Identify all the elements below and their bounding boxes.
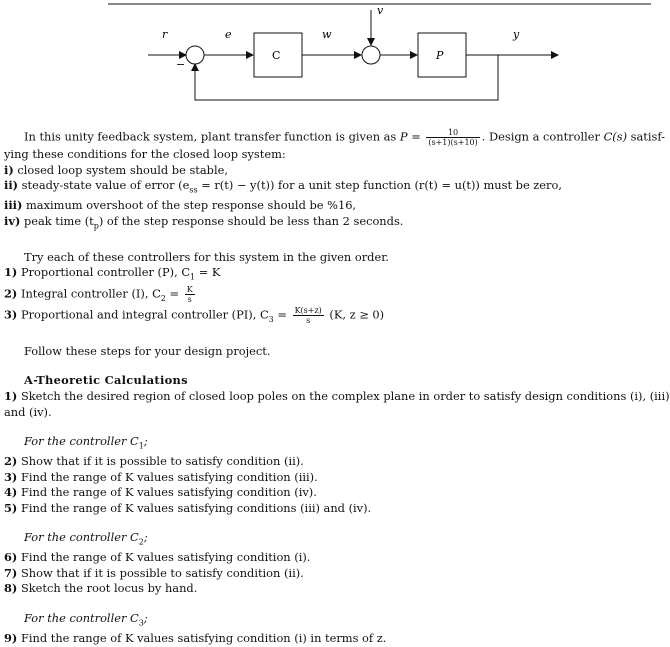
summing-junction-1 [186,46,204,64]
step-text: Find the range of K values satisfying conditions (iii) and (iv). [17,500,372,515]
condition-num: iv) [4,213,21,228]
step-num: 8) [4,581,18,596]
controller-3 [4,306,654,327]
step-text: Sketch the root locus by hand. [17,581,198,596]
step-text: Sketch the desired region of closed loop poles on the complex plane in order to satisfy design conditions (i), (iii) [17,388,670,403]
group-label: For the controller C [24,530,139,545]
group-colon: ; [143,530,148,545]
fraction-numerator: K(s+z) [294,306,322,316]
step-text: Find the range of K values satisfying condition (i) in terms of z. [17,630,387,645]
step-num: 7) [4,565,18,580]
step-2 [4,454,654,470]
group-colon: ; [143,434,148,449]
plant-transfer-fraction [426,128,479,147]
intro-line-1 [4,128,665,147]
block-diagram [0,0,657,112]
condition-text: maximum overshoot of the step response should be %16, [22,198,357,213]
controller-text-2: = [165,286,183,301]
step-num: 2) [4,454,18,468]
subscript: 2 [160,293,166,303]
step-num: 4) [4,485,18,500]
subscript: 1 [190,272,196,282]
condition-text: steady-state value of error (e [18,178,190,193]
controller-num: 3) [4,307,18,322]
fraction-numerator: K [186,285,193,294]
condition-1 [4,163,654,179]
intro-line-2: ying these conditions for the closed loop system: [4,147,286,161]
group-label-c2 [4,530,654,550]
label-e: e [225,28,232,41]
condition-2 [4,178,654,198]
plant-label: P [436,49,444,62]
follow-line: Follow these steps for your design project. [24,343,271,358]
pi-fraction [293,306,324,325]
condition-text-2: = r(t) − y(t)) for a unit step function (r(t) = u(t)) must be zero, [197,178,562,193]
controller-2 [4,285,654,306]
step-4 [4,485,654,501]
step-text: Find the range of K values satisfying condition (iii). [17,469,318,484]
condition-text: peak time (t [20,213,94,228]
condition-num: i) [4,162,14,177]
step-1-cont: and (iv). [4,404,52,419]
intro-post2: satisf- [627,129,665,144]
summing-junction-2 [362,46,380,64]
subscript: 3 [268,315,274,325]
step-3 [4,470,654,486]
step-num: 5) [4,500,18,515]
try-line: Try each of these controllers for this system in the given order. [24,249,390,264]
step-text: Find the range of K values satisfying condition (iv). [17,485,317,500]
step-num: 3) [4,469,18,484]
group-colon: ; [143,611,148,626]
controller-expr: C(s) [603,129,628,144]
controller-text: Proportional and integral controller (PI), C [17,307,269,322]
step-9 [4,631,654,647]
fraction-denominator: s [187,295,192,304]
intro-pre: In this unity feedback system, plant transfer function is given as [24,129,400,144]
controller-1 [4,265,654,285]
group-label: For the controller C [24,434,139,449]
step-text: Find the range of K values satisfying condition (i). [17,550,311,565]
condition-4 [4,214,654,234]
section-title: A-Theoretic Calculations [24,373,188,388]
controller-label: C [272,49,281,62]
condition-3 [4,198,654,214]
condition-num: ii) [4,178,19,193]
step-num: 9) [4,630,18,645]
step-7 [4,566,654,582]
step-8 [4,581,654,597]
condition-text-2: ) of the step response should be less than 2 seconds. [98,213,404,228]
label-v: v [377,4,384,17]
condition-text: closed loop system should be stable, [13,162,228,177]
label-r: r [162,28,168,41]
label-y: y [513,28,520,41]
subscript: 1 [138,441,144,451]
p-variable: P [399,129,408,144]
controller-text: Integral controller (I), C [17,286,161,301]
controller-text-2: = [273,307,291,322]
group-label: For the controller C [24,611,139,626]
subscript: ss [189,185,198,195]
plant-numerator: 10 [426,128,479,138]
subscript: 2 [138,537,144,547]
plant-denominator: (s+1)(s+10) [428,138,478,147]
step-6 [4,550,654,566]
step-num: 1) [4,388,18,403]
controller-num: 1) [4,265,18,280]
group-label-c3 [4,611,654,631]
step-5 [4,501,654,517]
controller-tail: (K, z ≥ 0) [325,307,385,322]
problem-text [4,128,670,647]
intro-post: . Design a controller [481,129,604,144]
label-minus: − [176,58,186,71]
fraction-denominator: s [306,316,311,326]
controller-num: 2) [4,286,18,301]
equals: = [407,129,425,144]
condition-num: iii) [4,198,23,213]
integral-fraction [185,285,195,304]
controller-text: Proportional controller (P), C [17,265,191,280]
group-label-c1 [4,434,654,454]
step-text: Show that if it is possible to satisfy condition (ii). [17,454,304,468]
step-num: 6) [4,550,18,565]
controller-text-2: = K [195,265,221,280]
label-w: w [322,28,332,41]
step-1 [4,388,670,405]
subscript: p [93,220,99,230]
step-text: Show that if it is possible to satisfy condition (ii). [17,565,304,580]
subscript: 3 [138,618,144,628]
